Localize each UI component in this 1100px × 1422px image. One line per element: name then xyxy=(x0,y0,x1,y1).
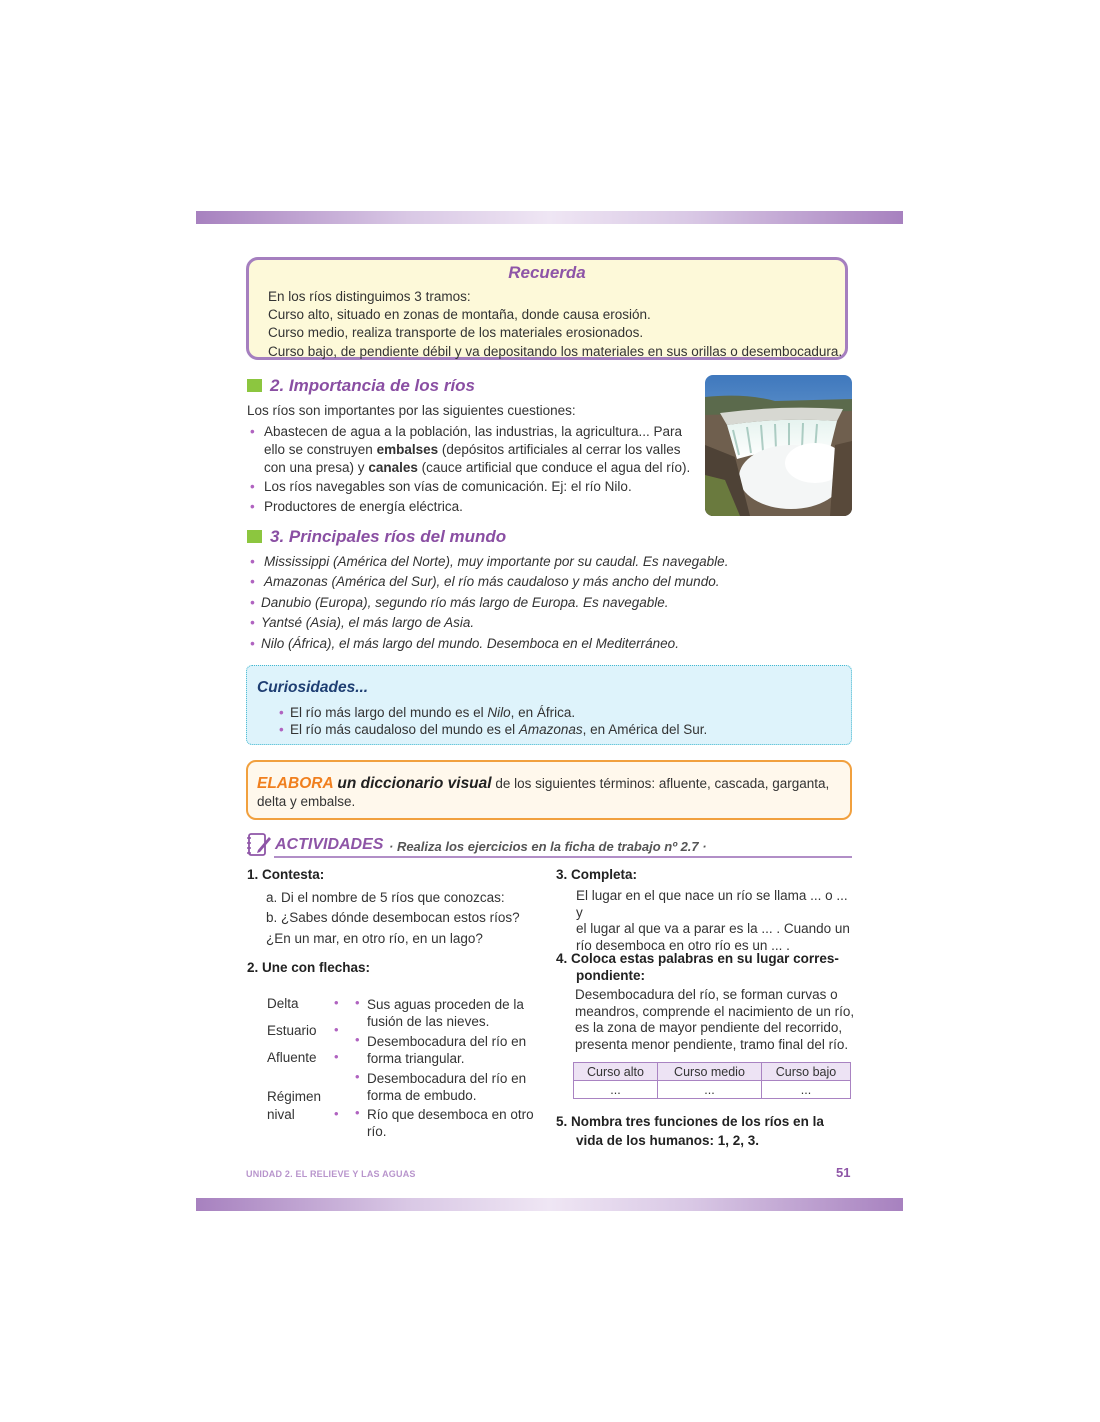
table-row xyxy=(574,1081,851,1099)
bullet-dot-icon: • xyxy=(250,499,255,514)
match-dot-left[interactable]: • xyxy=(334,995,339,1010)
actividades-subtitle: · Realiza los ejercicios en la ficha de trabajo nº 2.7 · xyxy=(389,839,707,854)
bullet-line xyxy=(264,459,694,477)
table-header-row xyxy=(574,1063,851,1081)
question-1-title: 1. Contesta: xyxy=(247,867,325,882)
question-1c: ¿En un mar, en otro río, en un lago? xyxy=(266,931,483,946)
elabora-keyword: ELABORA xyxy=(257,775,334,792)
green-square-icon xyxy=(247,530,262,543)
question-2-title: 2. Une con flechas: xyxy=(247,960,371,975)
italic-term: Nilo xyxy=(487,705,511,720)
bullet-dot-icon: • xyxy=(279,705,284,720)
table-cell[interactable]: ... xyxy=(574,1081,658,1099)
green-square-icon xyxy=(247,379,262,392)
page-number: 51 xyxy=(836,1165,851,1180)
match-dot-left[interactable]: • xyxy=(334,1049,339,1064)
section3-heading xyxy=(247,527,506,547)
title-line: 4. Coloca estas palabras en su lugar corres- xyxy=(556,951,839,966)
match-dot-left[interactable]: • xyxy=(334,1106,339,1121)
section3-title: 3. Principales ríos del mundo xyxy=(270,527,507,546)
text-run: , en América del Sur. xyxy=(582,722,708,737)
section2-bullet-3 xyxy=(250,498,463,516)
definition-line: río. xyxy=(367,1124,387,1139)
question-1a: a. Di el nombre de 5 ríos que conozcas: xyxy=(266,890,505,905)
question-1b: b. ¿Sabes dónde desembocan estos ríos? xyxy=(266,910,520,925)
definition-line: forma triangular. xyxy=(367,1051,465,1066)
text-line: presenta menor pendiente, tramo final del río. xyxy=(575,1036,849,1052)
recuerda-line: En los ríos distinguimos 3 tramos: xyxy=(268,289,471,304)
text-run: (depósitos artificiales al cerrar los valles xyxy=(438,442,681,457)
section2-intro: Los ríos son importantes por las siguientes cuestiones: xyxy=(247,403,576,418)
question-4-words xyxy=(575,987,855,1053)
bullet-dot-icon: • xyxy=(250,615,255,630)
actividades-title: ACTIVIDADES xyxy=(275,836,384,853)
recuerda-line: Curso alto, situado en zonas de montaña, donde causa erosión. xyxy=(268,307,651,323)
bullet-dot-icon: • xyxy=(250,636,255,651)
recuerda-text xyxy=(268,288,842,361)
definition-3 xyxy=(367,1070,526,1104)
bold-term-embalses: embalses xyxy=(376,442,439,457)
text-run: El río más largo del mundo es el xyxy=(290,705,488,720)
term-estuario: Estuario xyxy=(267,1023,317,1038)
title-line: 5. Nombra tres funciones de los ríos en la xyxy=(556,1114,824,1129)
definition-line: Desembocadura del río en xyxy=(367,1071,527,1086)
text-run: , en África. xyxy=(510,705,576,720)
term-nival: nival xyxy=(267,1107,295,1122)
definition-1 xyxy=(367,996,524,1030)
section2-bullet-2 xyxy=(250,478,632,496)
definition-line: Río que desemboca en otro xyxy=(367,1107,534,1122)
bullet-dot-icon: • xyxy=(250,479,255,494)
definition-line: Sus aguas proceden de la xyxy=(367,997,524,1012)
curiosidades-box xyxy=(246,665,852,745)
text-run: con una presa) y xyxy=(264,460,369,475)
question-5-title xyxy=(556,1112,824,1150)
elabora-line: delta y embalse. xyxy=(257,794,356,809)
definition-line: fusión de las nieves. xyxy=(367,1014,490,1029)
bullet-dot-icon: • xyxy=(250,554,255,569)
term-regimen: Régimen xyxy=(267,1089,322,1104)
text-line: Desembocadura del río, se forman curvas o xyxy=(575,987,838,1002)
text-line: meandros, comprende el nacimiento de un río, xyxy=(575,1003,855,1019)
question-3-text xyxy=(576,888,854,954)
elabora-text xyxy=(257,775,829,811)
match-dot-right[interactable]: • xyxy=(355,995,360,1010)
bullet-dot-icon: • xyxy=(279,722,284,737)
bold-term-canales: canales xyxy=(368,460,418,475)
text-line: río desemboca en otro río es un ... . xyxy=(576,937,790,953)
footer-unit-label: UNIDAD 2. EL RELIEVE Y LAS AGUAS xyxy=(246,1169,416,1179)
river-text: Danubio (Europa), segundo río más largo de Europa. Es navegable. xyxy=(261,595,669,610)
actividades-heading xyxy=(246,832,852,858)
dam-photo xyxy=(705,375,852,516)
bullet-line xyxy=(264,441,694,459)
match-dot-right[interactable]: • xyxy=(355,1032,360,1047)
text-run: (cauce artificial que conduce el agua del río). xyxy=(417,460,691,475)
match-dot-right[interactable]: • xyxy=(355,1069,360,1084)
notebook-icon xyxy=(246,832,272,863)
curiosidad-item xyxy=(279,721,708,739)
bullet-dot-icon: • xyxy=(250,574,255,589)
text-run: ello se construyen xyxy=(264,442,377,457)
table-cell[interactable]: ... xyxy=(657,1081,761,1099)
table-header-cell: Curso bajo xyxy=(762,1063,851,1081)
bullet-line: Abastecen de agua a la población, las industrias, la agricultura... Para xyxy=(264,424,683,439)
recuerda-line: Curso bajo, de pendiente débil y va depositando los materiales en sus orillas o desembocadura. xyxy=(268,343,843,359)
elabora-box xyxy=(246,760,852,820)
river-item xyxy=(250,635,679,653)
river-item xyxy=(250,594,669,612)
definition-4 xyxy=(367,1106,534,1140)
river-item xyxy=(250,573,720,591)
bottom-decorative-band xyxy=(196,1198,903,1211)
river-text: Mississippi (América del Norte), muy importante por su caudal. Es navegable. xyxy=(264,554,729,569)
river-text: Yantsé (Asia), el más largo de Asia. xyxy=(261,615,475,630)
table-header-cell: Curso alto xyxy=(574,1063,658,1081)
definition-line: Desembocadura del río en xyxy=(367,1034,527,1049)
bullet-text: Los ríos navegables son vías de comunicación. Ej: el río Nilo. xyxy=(264,479,632,494)
curiosidad-item xyxy=(279,704,576,722)
match-dot-right[interactable]: • xyxy=(355,1105,360,1120)
elabora-line xyxy=(257,775,829,793)
curso-table xyxy=(573,1062,851,1099)
bullet-dot-icon: • xyxy=(250,424,255,439)
text-run: de los siguientes términos: afluente, cascada, garganta, xyxy=(491,776,830,791)
term-afluente: Afluente xyxy=(267,1050,317,1065)
river-item xyxy=(250,614,475,632)
question-3-title: 3. Completa: xyxy=(556,867,638,882)
question-4-title xyxy=(556,950,839,984)
table-header-cell: Curso medio xyxy=(657,1063,761,1081)
table-cell[interactable]: ... xyxy=(762,1081,851,1099)
match-dot-left[interactable]: • xyxy=(334,1022,339,1037)
definition-2 xyxy=(367,1033,526,1067)
text-line: es la zona de mayor pendiente del recorrido, xyxy=(575,1020,843,1035)
term-delta: Delta xyxy=(267,996,299,1011)
actividades-underline xyxy=(274,856,852,858)
recuerda-line: Curso medio, realiza transporte de los materiales erosionados. xyxy=(268,325,644,341)
title-line: vida de los humanos: 1, 2, 3. xyxy=(576,1133,760,1148)
recuerda-title: Recuerda xyxy=(508,263,586,282)
definition-line: forma de embudo. xyxy=(367,1088,477,1103)
title-line: pondiente: xyxy=(576,968,645,983)
italic-term: Amazonas xyxy=(518,722,583,737)
curiosidades-title: Curiosidades... xyxy=(257,679,369,696)
text-run: El río más caudaloso del mundo es el xyxy=(290,722,519,737)
text-line: el lugar al que va a parar es la ... . Cuando un xyxy=(576,921,850,936)
elabora-phrase: un diccionario visual xyxy=(337,775,492,792)
top-decorative-band xyxy=(196,211,903,224)
section2-title: 2. Importancia de los ríos xyxy=(270,376,476,395)
recuerda-box xyxy=(246,257,848,360)
bullet-text: Productores de energía eléctrica. xyxy=(264,499,463,514)
river-text: Nilo (África), el más largo del mundo. Desemboca en el Mediterráneo. xyxy=(261,636,679,651)
section2-bullet-1 xyxy=(250,423,694,477)
river-item xyxy=(250,553,729,571)
river-text: Amazonas (América del Sur), el río más caudaloso y más ancho del mundo. xyxy=(264,574,720,589)
section2-heading xyxy=(247,376,475,396)
text-line: El lugar en el que nace un río se llama ... o ... y xyxy=(576,888,848,920)
bullet-dot-icon: • xyxy=(250,595,255,610)
